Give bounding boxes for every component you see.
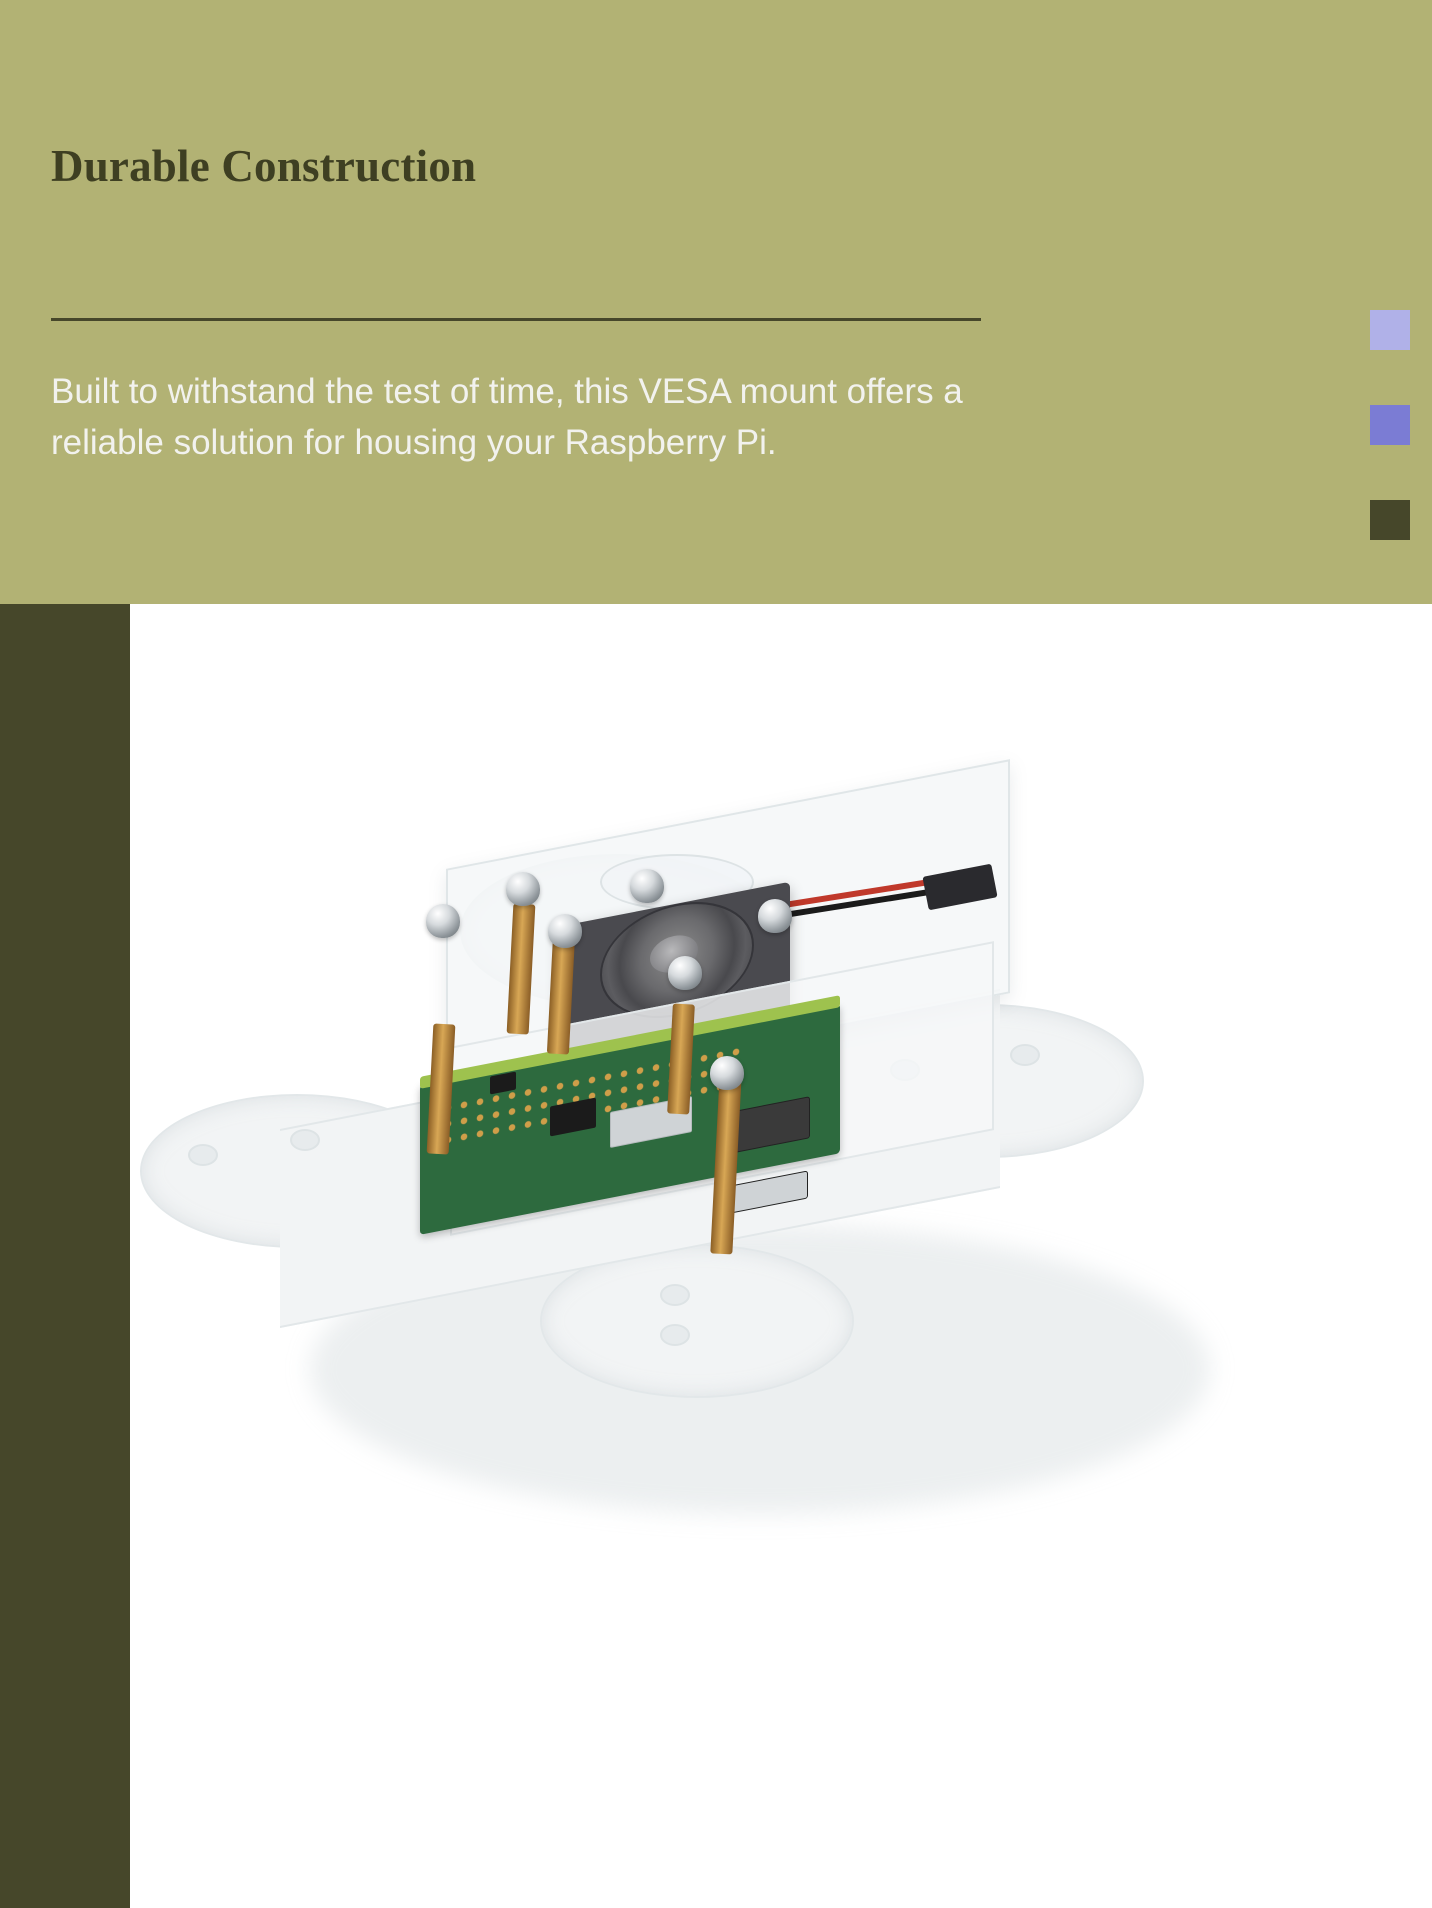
hero-description: Built to withstand the test of time, this VESA mount offers a reliable solution for housing your Raspberry Pi. — [51, 372, 963, 462]
screw-cap-3 — [630, 869, 664, 903]
product-photo-stage — [130, 604, 1432, 1908]
swatch-dark-olive — [1370, 500, 1410, 540]
swatch-periwinkle — [1370, 405, 1410, 445]
screw-cap-7 — [710, 1056, 744, 1090]
screw-cap-5 — [668, 956, 702, 990]
product-photo — [130, 604, 1432, 1908]
screw-cap-4 — [548, 914, 582, 948]
vesa-screw-hole-5 — [660, 1324, 690, 1346]
color-swatch-stack — [1370, 310, 1432, 595]
vesa-screw-hole-6 — [660, 1284, 690, 1306]
screw-cap-2 — [506, 872, 540, 906]
screw-cap-1 — [426, 904, 460, 938]
hero-banner — [0, 0, 1432, 604]
vesa-screw-hole-1 — [188, 1144, 218, 1166]
title-divider — [51, 318, 981, 321]
screw-cap-6 — [758, 899, 792, 933]
vesa-screw-hole-2 — [290, 1129, 320, 1151]
left-accent-bar — [0, 604, 130, 1908]
vesa-screw-hole-4 — [1010, 1044, 1040, 1066]
page-title: Durable Construction — [51, 141, 477, 191]
swatch-light-periwinkle — [1370, 310, 1410, 350]
